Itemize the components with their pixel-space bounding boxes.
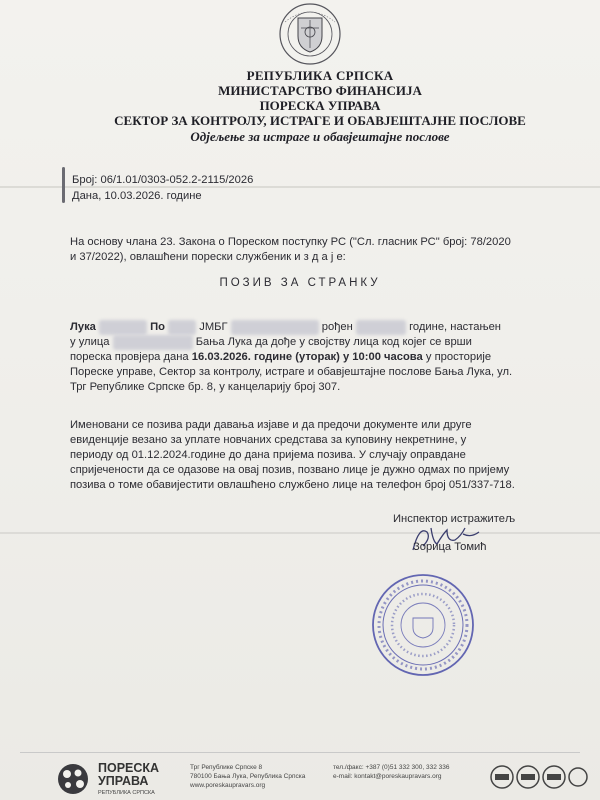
person-first-name: Лука [70, 321, 96, 333]
body-line: спријечености да се одазове на овај позив, позвано лице је дужно одмах по пријему [70, 464, 510, 476]
residence-label: године, настањен [409, 321, 501, 333]
header-tax-administration: ПОРЕСКА УПРАВА [259, 98, 381, 113]
certification-badges-icon [488, 762, 588, 792]
body-line: позива о томе обавијестити овлашћено службено лице на телефон број 051/337-718. [70, 479, 515, 491]
body-line: периоду од 01.12.2024.године до дана пријема позива. У случају оправдане [70, 449, 466, 461]
intro-line: На основу члана 23. Закона о Пореском поступку РС ("Сл. гласник РС" број: 78/2020 [70, 236, 511, 248]
footer-org-line: ПОРЕСКА [98, 761, 160, 775]
inspector-name: Зорица Томић [413, 541, 487, 553]
footer-address: Трг Републике Српске 8 [190, 764, 263, 771]
footer-org-line: УПРАВА [98, 774, 149, 788]
document-title: ПОЗИВ ЗА СТРАНКУ [219, 277, 381, 289]
header-republic: РЕПУБЛИКА СРПСКА [246, 68, 394, 83]
footer-divider [20, 752, 580, 753]
footer-phone: тел./факс: +387 (0)51 332 300, 332 336 [333, 764, 450, 771]
summons-line-2 [70, 335, 472, 350]
redacted-jmbg [231, 320, 319, 335]
summons-text: у просторије [425, 351, 492, 363]
official-stamp-icon [368, 570, 478, 680]
tax-administration-logo-icon [56, 762, 92, 796]
summons-text: Бања Лука да дође у својству лица код којег се врши [195, 336, 472, 348]
summons-text: пореска провјера дана [70, 351, 189, 363]
summons-line-4: Пореске управе, Сектор за контролу, истраге и обавјештајне послове Бања Лука, ул. [70, 366, 513, 378]
footer-org-name [98, 762, 159, 788]
reference-number: Број: 06/1.01/0303-052.2-2115/2026 [72, 174, 254, 186]
footer-org-sub: РЕПУБЛИКА СРПСКА [98, 790, 155, 796]
inspector-role: Инспектор истражитељ [393, 513, 516, 525]
footer-address: 780100 Бања Лука, Република Српска [190, 773, 306, 780]
redacted-surname [99, 320, 147, 335]
street-label: у улица [70, 336, 110, 348]
intro-line: и 37/2022), овлашћени порески службеник и з д а ј е: [70, 251, 346, 263]
person-suffix: По [150, 321, 165, 333]
body-line: евиденције везано за уплате новчаних средстава за куповину некретнине, у [70, 434, 467, 446]
reference-date: Дана, 10.03.2026. године [72, 190, 202, 202]
jmbg-label: ЈМБГ [199, 321, 228, 333]
summons-line-5: Трг Републике Српске бр. 8, у канцеларију број 307. [70, 381, 341, 393]
coat-of-arms-seal-icon [265, 2, 355, 70]
redacted-birthdate [356, 320, 406, 335]
footer-email: e-mail: kontakt@poreskaupravars.org [333, 773, 442, 780]
appointment-datetime: 16.03.2026. године (уторак) у 10:00 часова [191, 351, 423, 363]
body-line: Именовани се позива ради давања изјаве и да предочи документе или друге [70, 419, 472, 431]
redacted-name [168, 320, 196, 335]
header-ministry: МИНИСТАРСТВО ФИНАНСИЈА [218, 83, 422, 98]
summons-line-3 [70, 350, 491, 365]
redacted-street [113, 335, 193, 350]
paper-fold [0, 532, 600, 534]
margin-mark [62, 167, 65, 203]
header-sector: СЕКТОР ЗА КОНТРОЛУ, ИСТРАГЕ И ОБАВЈЕШТАЈНЕ ПОСЛОВЕ [114, 113, 526, 128]
footer-website: www.poreskaupravars.org [190, 782, 266, 789]
header-department: Одјељење за истраге и обавјештајне послове [190, 129, 450, 144]
summons-line-1 [70, 320, 501, 335]
born-label: рођен [321, 321, 353, 333]
